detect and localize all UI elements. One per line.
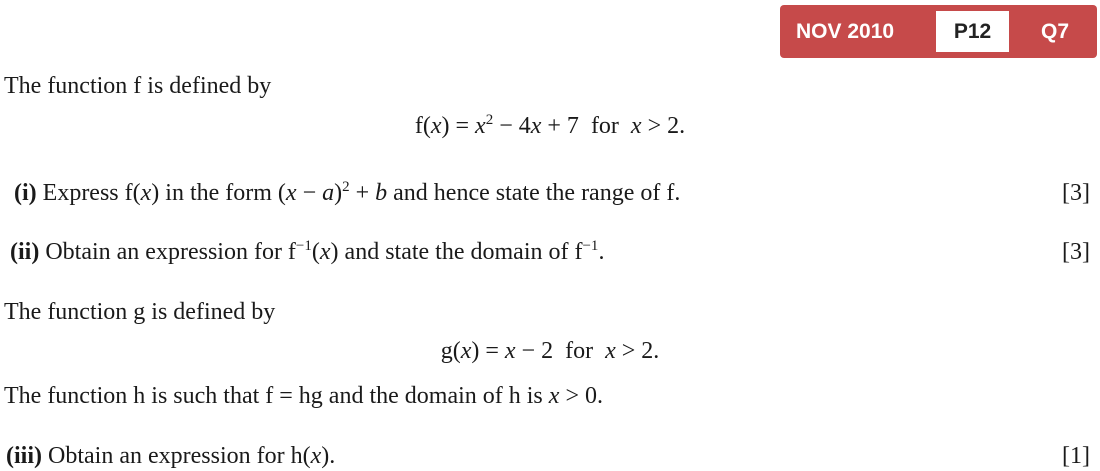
part-i-label: (i) (14, 180, 37, 206)
part-iii-question: (iii) Obtain an expression for h(x). (6, 443, 336, 469)
part-ii-label: (ii) (10, 239, 40, 265)
function-h-statement: The function h is such that f = hg and the domain of h is x > 0. (4, 383, 603, 409)
part-iii-label: (iii) (6, 443, 42, 469)
intro-function-f: The function f is defined by (4, 73, 272, 99)
part-iii-marks: [1] (1062, 443, 1090, 469)
function-g-definition: g(x) = x − 2 for x > 2. (440, 338, 660, 364)
question-number-label: Q7 (1040, 20, 1069, 43)
part-i-marks: [3] (1062, 180, 1090, 206)
intro-function-g: The function g is defined by (4, 299, 276, 325)
paper-number-label: P12 (936, 11, 1009, 52)
function-f-definition: $f(x) = x^2 - 4x + 7$ for x > 2. (414, 112, 686, 139)
exam-session-label: NOV 2010 (796, 20, 895, 43)
part-ii-question: (ii) Obtain an expression for $f^{-1}(x)$ and state the domain of $f^{-1}$. (10, 238, 605, 265)
question-reference-badge (780, 5, 1097, 58)
part-i-question: (i) Express f(x) in the form $(x - a)^2 + b$ and hence state the range of f. (14, 179, 681, 206)
part-ii-marks: [3] (1062, 239, 1090, 265)
